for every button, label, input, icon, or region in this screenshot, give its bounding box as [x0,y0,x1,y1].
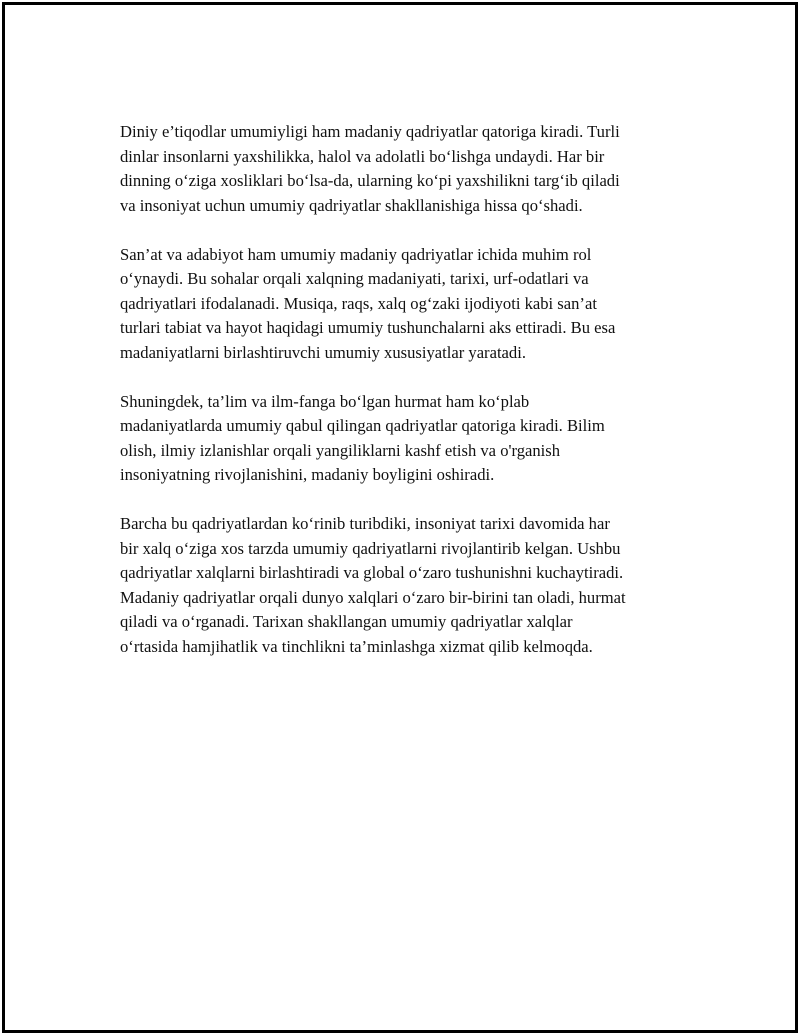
document-body [120,120,690,684]
document-page [2,2,798,1033]
paragraph-conclusion: Barcha bu qadriyatlardan ko‘rinib turibdiki, insoniyat tarixi davomida har bir xalq o‘ziga xos tarzda umumiy qadriyatlarni rivojlantirib kelgan. Ushbu qadriyatlar xalqlarni birlashtiradi va global o‘zaro tushunishni kuchaytiradi. Madaniy qadriyatlar orqali dunyo xalqlari o‘zaro bir-birini tan oladi, hurmat qiladi va o‘rganadi. Tarixan shakllangan umumiy qadriyatlar xalqlar o‘rtasida hamjihatlik va tinchlikni ta’minlashga xizmat qilib kelmoqda. [120,514,626,656]
paragraph-education-science: Shuningdek, ta’lim va ilm-fanga bo‘lgan hurmat ham ko‘plab madaniyatlarda umumiy qabul qilingan qadriyatlar qatoriga kiradi. Bilim olish, ilmiy izlanishlar orqali yangiliklarni kashf etish va o'rganish insoniyatning rivojlanishini, madaniy boyligini oshiradi. [120,391,605,484]
paragraph-art-literature: San’at va adabiyot ham umumiy madaniy qadriyatlar ichida muhim rol o‘ynaydi. Bu sohalar orqali xalqning madaniyati, tarixi, urf-odatlari va qadriyatlari ifodalanadi. Musiqa, raqs, xalq og‘zaki ijodiyoti kabi san’at turlari tabiat va hayot haqidagi umumiy tushunchalarni aks ettiradi. Bu esa madaniyatlarni birlashtiruvchi umumiy xususiyatlar yaratadi. [120,244,616,362]
paragraph-religion: Diniy e’tiqodlar umumiyligi ham madaniy qadriyatlar qatoriga kiradi. Turli dinlar insonlarni yaxshilikka, halol va adolatli bo‘lishga undaydi. Har bir dinning o‘ziga xosliklari bo‘lsa-da, ularning ko‘pi yaxshilikni targ‘ib qiladi va insoniyat uchun umumiy qadriyatlar shakllanishiga hissa qo‘shadi. [120,122,620,215]
